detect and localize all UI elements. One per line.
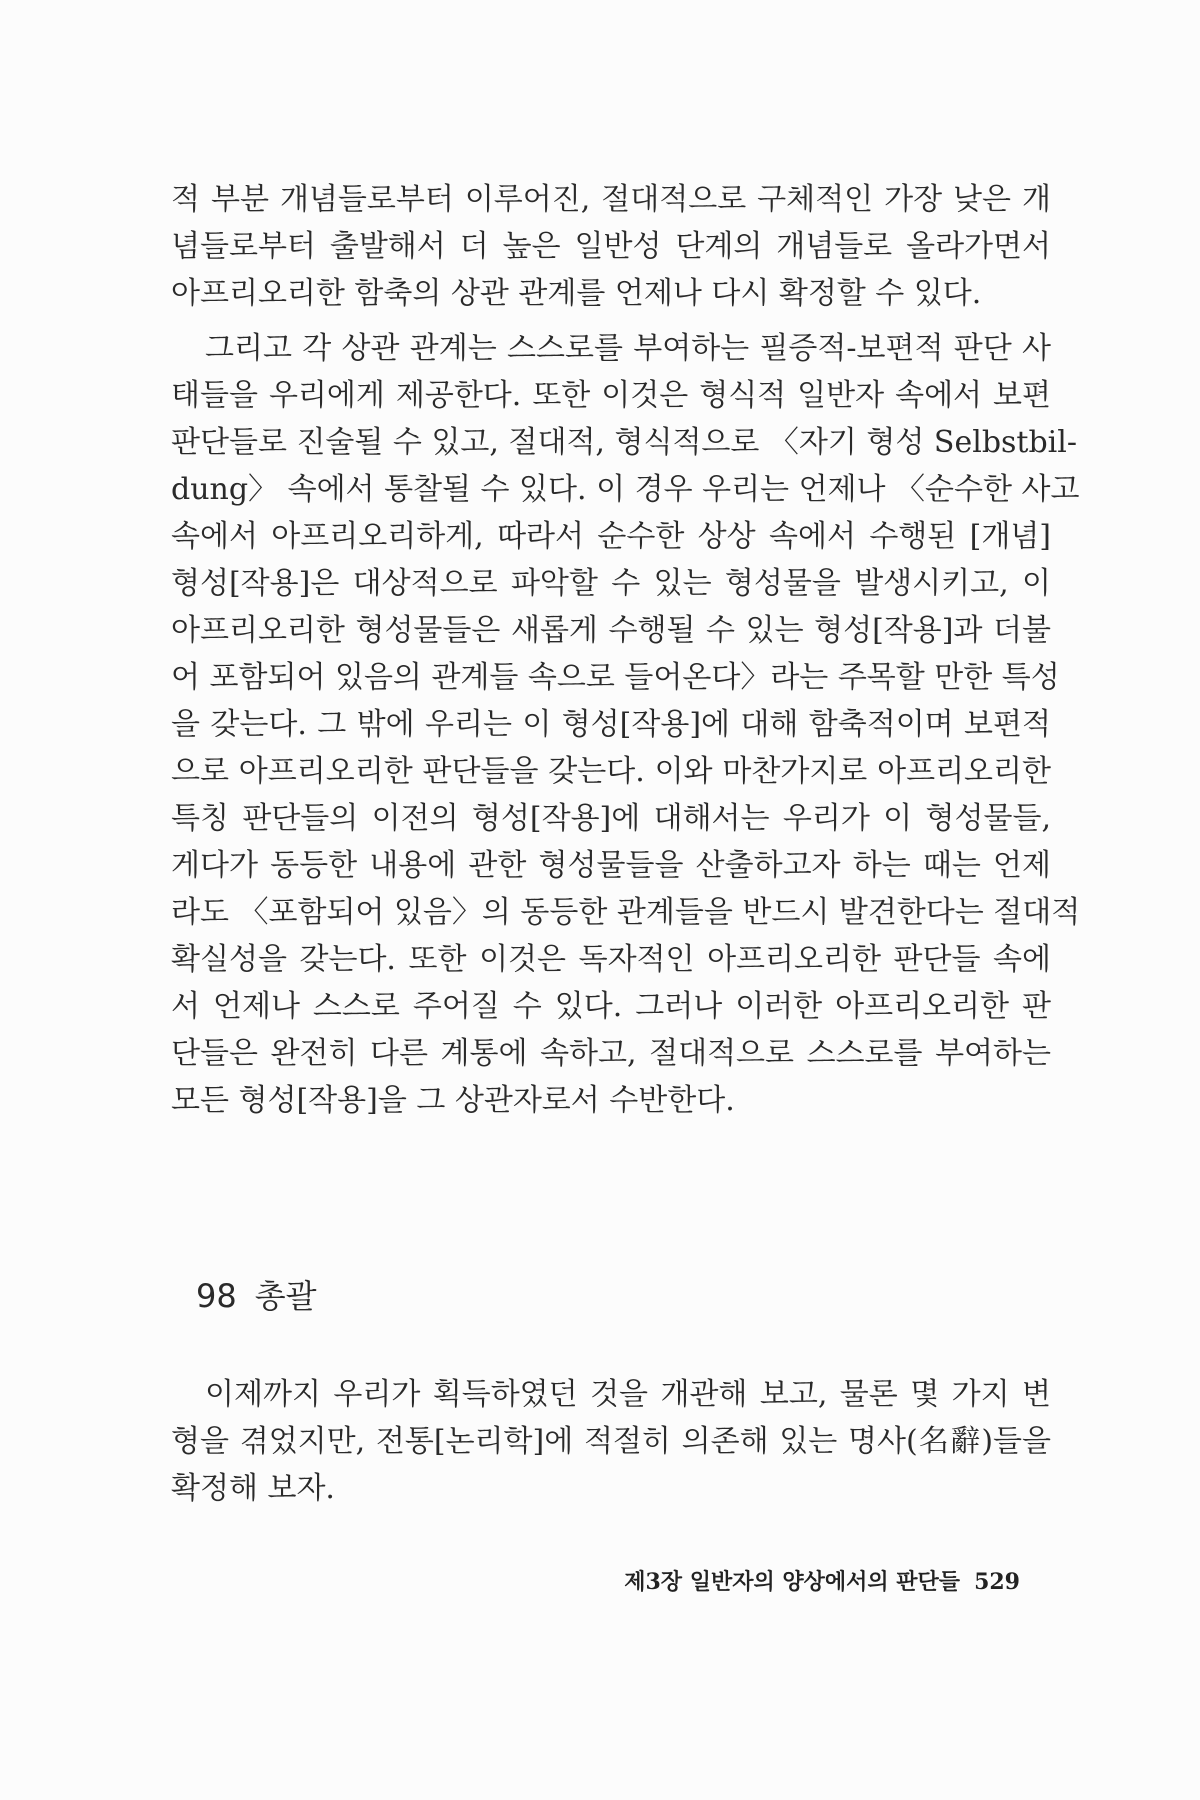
text-line: 모든 형성[작용]을 그 상관자로서 수반한다. <box>171 1083 735 1118</box>
text-line: 을 갖는다. 그 밖에 우리는 이 형성[작용]에 대해 함축적이며 보편적 <box>171 707 1051 742</box>
text-line: 서 언제나 스스로 주어질 수 있다. 그러나 이러한 아프리오리한 판 <box>171 989 1051 1024</box>
text-line: 형을 겪었지만, 전통[논리학]에 적절히 의존해 있는 명사(名辭)들을 <box>171 1424 1051 1459</box>
text-line: dung〉 속에서 통찰될 수 있다. 이 경우 우리는 언제나 〈순수한 사고 <box>171 472 1080 507</box>
section-title: 총괄 <box>254 1277 317 1315</box>
text-line: 라도 〈포함되어 있음〉의 동등한 관계들을 반드시 발견한다는 절대적 <box>171 895 1081 930</box>
text-line: 확실성을 갖는다. 또한 이것은 독자적인 아프리오리한 판단들 속에 <box>171 942 1051 977</box>
text-line: 게다가 동등한 내용에 관한 형성물들을 산출하고자 하는 때는 언제 <box>171 848 1051 883</box>
text-line: 단들은 완전히 다른 계통에 속하고, 절대적으로 스스로를 부여하는 <box>171 1036 1051 1071</box>
text-line: 속에서 아프리오리하게, 따라서 순수한 상상 속에서 수행된 [개념] <box>171 519 1051 554</box>
running-footer <box>540 1567 1020 1597</box>
text-line: 형성[작용]은 대상적으로 파악할 수 있는 형성물을 발생시키고, 이 <box>171 566 1051 601</box>
text-line: 으로 아프리오리한 판단들을 갖는다. 이와 마찬가지로 아프리오리한 <box>171 754 1051 789</box>
paragraph-continued <box>171 176 1051 317</box>
section-number: 98 <box>196 1277 237 1315</box>
section-paragraph <box>171 1371 1051 1512</box>
section-heading <box>196 1276 317 1316</box>
text-line: 념들로부터 출발해서 더 높은 일반성 단계의 개념들로 올라가면서 <box>171 229 1051 264</box>
text-line: 아프리오리한 함축의 상관 관계를 언제나 다시 확정할 수 있다. <box>171 276 982 311</box>
page-number: 529 <box>974 1569 1020 1595</box>
text-line: 태들을 우리에게 제공한다. 또한 이것은 형식적 일반자 속에서 보편 <box>171 378 1051 413</box>
text-line: 이제까지 우리가 획득하였던 것을 개관해 보고, 물론 몇 가지 변 <box>205 1377 1051 1412</box>
text-line: 판단들로 진술될 수 있고, 절대적, 형식적으로 〈자기 형성 Selbstbil- <box>171 425 1078 460</box>
text-line: 그리고 각 상관 관계는 스스로를 부여하는 필증적-보편적 판단 사 <box>205 331 1051 366</box>
chapter-title: 제3장 일반자의 양상에서의 판단들 <box>624 1569 961 1595</box>
text-line: 적 부분 개념들로부터 이루어진, 절대적으로 구체적인 가장 낮은 개 <box>171 182 1051 217</box>
paragraph <box>171 325 1081 1124</box>
text-line: 어 포함되어 있음의 관계들 속으로 들어온다〉라는 주목할 만한 특성 <box>171 660 1060 695</box>
text-line: 특칭 판단들의 이전의 형성[작용]에 대해서는 우리가 이 형성물들, <box>171 801 1051 836</box>
text-line: 확정해 보자. <box>171 1471 335 1506</box>
text-line: 아프리오리한 형성물들은 새롭게 수행될 수 있는 형성[작용]과 더불 <box>171 613 1051 648</box>
